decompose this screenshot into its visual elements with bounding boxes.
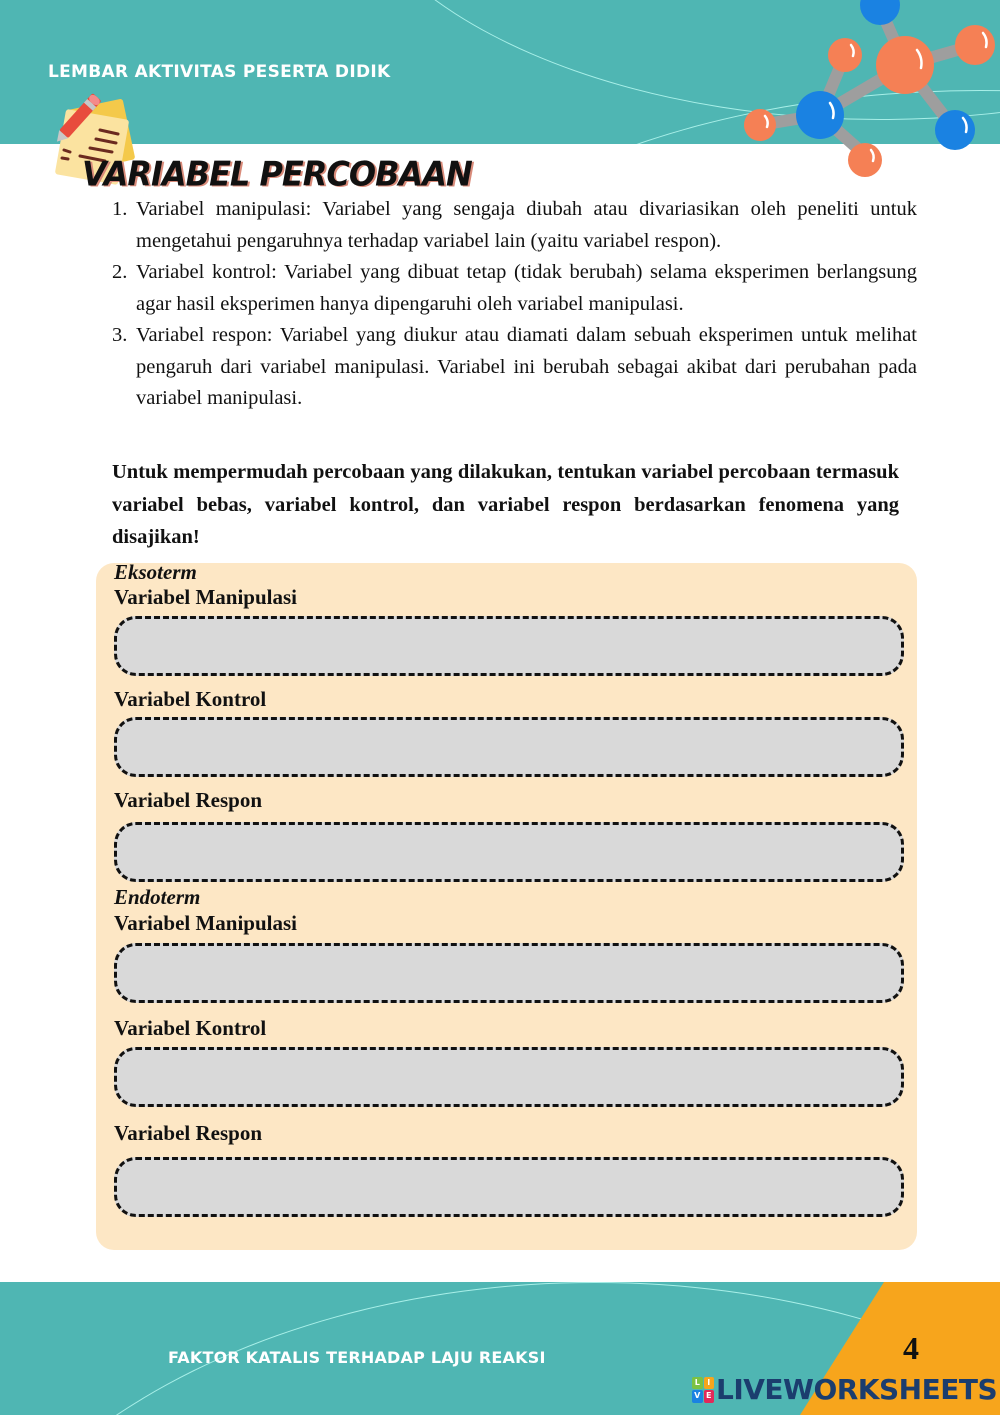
section-title: VARIABEL PERCOBAAN: [82, 154, 472, 194]
page-number: 4: [903, 1330, 919, 1366]
definition-item: [112, 320, 917, 415]
liveworksheets-badge-icon: L I V E: [692, 1377, 714, 1403]
footer-title: FAKTOR KATALIS TERHADAP LAJU REAKSI: [168, 1348, 546, 1367]
molecule-icon: [720, 0, 1000, 180]
field-label: Variabel Kontrol: [114, 1016, 267, 1040]
definition-text: Variabel kontrol: Variabel yang dibuat tetap (tidak berubah) selama eksperimen berlangsung agar hasil eksperimen hanya dipengaruhi oleh variabel manipulasi.: [136, 261, 917, 315]
list-number: 3.: [112, 324, 128, 346]
field-label: Variabel Manipulasi: [114, 585, 298, 609]
list-number: 2.: [112, 261, 128, 283]
field-label: Variabel Kontrol: [114, 687, 267, 711]
group-label-endoterm: Endoterm: [114, 885, 201, 909]
instruction-text: Untuk mempermudah percobaan yang dilakukan, tentukan variabel percobaan termasuk variabel bebas, variabel kontrol, dan variabel respon berdasarkan fenomena yang disajikan!: [112, 461, 899, 548]
field-label: Variabel Respon: [114, 1121, 262, 1145]
definition-text: Variabel manipulasi: Variabel yang sengaja diubah atau divariasikan oleh peneliti untuk mengetahui pengaruhnya terhadap variabel lain (yaitu variabel respon).: [136, 198, 917, 252]
field-label: Variabel Manipulasi: [114, 911, 298, 935]
liveworksheets-logo[interactable]: [692, 1373, 997, 1406]
header-title: LEMBAR AKTIVITAS PESERTA DIDIK: [48, 62, 391, 82]
definition-list: [112, 194, 917, 415]
group-label-eksoterm: Eksoterm: [114, 560, 197, 584]
list-number: 1.: [112, 198, 128, 220]
endoterm-respon-input[interactable]: [114, 1157, 904, 1217]
eksoterm-respon-input[interactable]: [114, 822, 904, 882]
definition-text: Variabel respon: Variabel yang diukur atau diamati dalam sebuah eksperimen untuk melihat pengaruh dari variabel manipulasi. Variabel ini berubah sebagai akibat dari perubahan pada variabel manipulasi.: [136, 324, 917, 409]
definition-item: [112, 194, 917, 257]
eksoterm-kontrol-input[interactable]: [114, 717, 904, 777]
endoterm-kontrol-input[interactable]: [114, 1047, 904, 1107]
endoterm-manipulasi-input[interactable]: [114, 943, 904, 1003]
eksoterm-manipulasi-input[interactable]: [114, 616, 904, 676]
field-label: Variabel Respon: [114, 788, 262, 812]
definition-item: [112, 257, 917, 320]
liveworksheets-text: LIVEWORKSHEETS: [716, 1373, 998, 1406]
